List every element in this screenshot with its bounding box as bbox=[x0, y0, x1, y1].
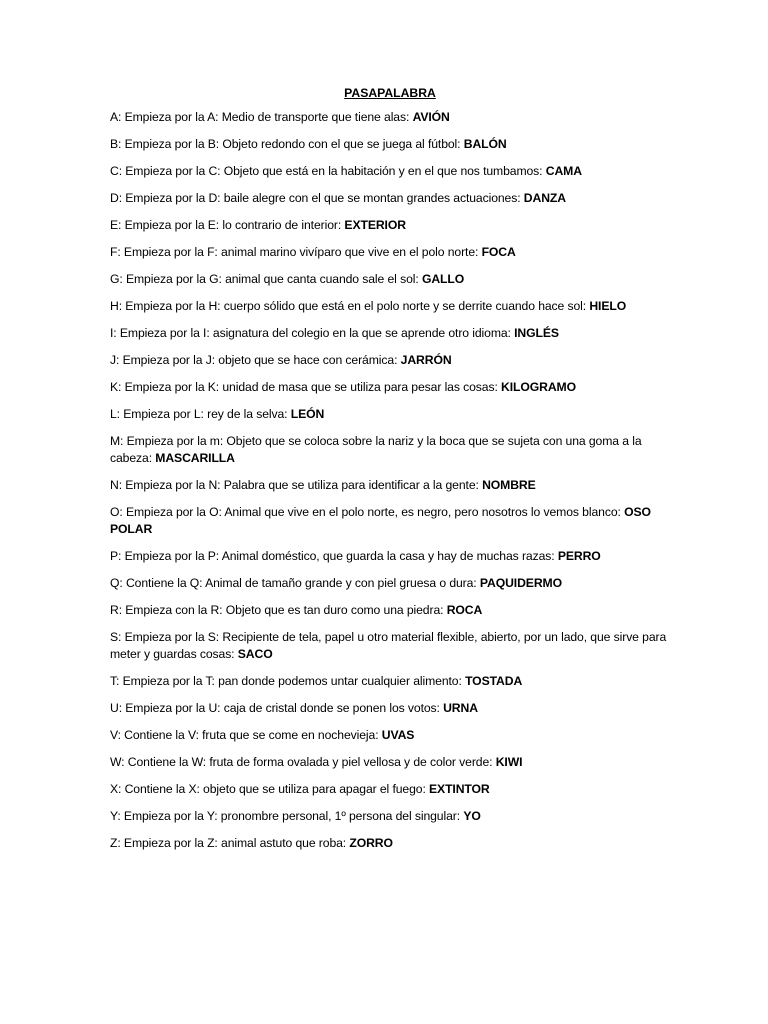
entry-p bbox=[110, 548, 670, 565]
entry-q bbox=[110, 575, 670, 592]
clue-text: Q: Contiene la Q: Animal de tamaño grande y con piel gruesa o dura: bbox=[110, 576, 480, 590]
clue-text: F: Empieza por la F: animal marino vivíparo que vive en el polo norte: bbox=[110, 245, 482, 259]
clue-text: I: Empieza por la I: asignatura del colegio en la que se aprende otro idioma: bbox=[110, 326, 515, 340]
clue-text: R: Empieza con la R: Objeto que es tan duro como una piedra: bbox=[110, 603, 447, 617]
clue-text: E: Empieza por la E: lo contrario de interior: bbox=[110, 218, 345, 232]
answer-text: HIELO bbox=[589, 299, 627, 313]
clue-text: A: Empieza por la A: Medio de transporte que tiene alas: bbox=[110, 110, 413, 124]
entry-u bbox=[110, 700, 670, 717]
answer-text: OSO POLAR bbox=[110, 505, 651, 536]
entry-a bbox=[110, 109, 670, 126]
entry-o bbox=[110, 504, 670, 538]
document-page bbox=[110, 86, 670, 862]
answer-text: JARRÓN bbox=[400, 353, 452, 367]
answer-text: DANZA bbox=[523, 191, 566, 205]
answer-text: AVIÓN bbox=[412, 110, 450, 124]
clue-text: N: Empieza por la N: Palabra que se utiliza para identificar a la gente: bbox=[110, 478, 483, 492]
clue-text: Y: Empieza por la Y: pronombre personal, 1º persona del singular: bbox=[110, 809, 464, 823]
clue-text: V: Contiene la V: fruta que se come en nochevieja: bbox=[110, 728, 382, 742]
answer-text: PAQUIDERMO bbox=[479, 576, 562, 590]
clue-text: J: Empieza por la J: objeto que se hace con cerámica: bbox=[110, 353, 401, 367]
clue-text: G: Empieza por la G: animal que canta cuando sale el sol: bbox=[110, 272, 422, 286]
entry-g bbox=[110, 271, 670, 288]
clue-text: H: Empieza por la H: cuerpo sólido que está en el polo norte y se derrite cuando hace sol: bbox=[110, 299, 590, 313]
clue-text: B: Empieza por la B: Objeto redondo con el que se juega al fútbol: bbox=[110, 137, 464, 151]
answer-text: PERRO bbox=[557, 549, 601, 563]
entry-c bbox=[110, 163, 670, 180]
answer-text: CAMA bbox=[545, 164, 582, 178]
entry-j bbox=[110, 352, 670, 369]
answer-text: GALLO bbox=[421, 272, 465, 286]
clue-text: D: Empieza por la D: baile alegre con el que se montan grandes actuaciones: bbox=[110, 191, 524, 205]
clue-text: P: Empieza por la P: Animal doméstico, que guarda la casa y hay de muchas razas: bbox=[110, 549, 558, 563]
clue-text: S: Empieza por la S: Recipiente de tela, papel u otro material flexible, abierto, por un lado, que sirve para meter y guardas cosas: bbox=[110, 630, 667, 661]
clue-text: X: Contiene la X: objeto que se utiliza para apagar el fuego: bbox=[110, 782, 430, 796]
answer-text: ROCA bbox=[446, 603, 483, 617]
entry-t bbox=[110, 673, 670, 690]
answer-text: TOSTADA bbox=[465, 674, 523, 688]
clue-text: K: Empieza por la K: unidad de masa que se utiliza para pesar las cosas: bbox=[110, 380, 502, 394]
clue-text: O: Empieza por la O: Animal que vive en el polo norte, es negro, pero nosotros lo vemos blanco: bbox=[110, 505, 625, 519]
answer-text: ZORRO bbox=[349, 836, 393, 850]
clue-text: L: Empieza por L: rey de la selva: bbox=[110, 407, 291, 421]
entry-m bbox=[110, 433, 670, 467]
clue-text: Z: Empieza por la Z: animal astuto que roba: bbox=[110, 836, 350, 850]
entry-s bbox=[110, 629, 670, 663]
answer-text: LEÓN bbox=[290, 407, 325, 421]
entry-y bbox=[110, 808, 670, 825]
entry-i bbox=[110, 325, 670, 342]
clue-text: W: Contiene la W: fruta de forma ovalada y piel vellosa y de color verde: bbox=[110, 755, 496, 769]
answer-text: YO bbox=[463, 809, 481, 823]
clue-text: M: Empieza por la m: Objeto que se coloca sobre la nariz y la boca que se sujeta con una goma a la cabeza: bbox=[110, 434, 642, 465]
entry-h bbox=[110, 298, 670, 315]
answer-text: NOMBRE bbox=[482, 478, 536, 492]
clue-text: C: Empieza por la C: Objeto que está en la habitación y en el que nos tumbamos: bbox=[110, 164, 546, 178]
entry-v bbox=[110, 727, 670, 744]
page-title: PASAPALABRA bbox=[344, 86, 436, 100]
entry-f bbox=[110, 244, 670, 261]
answer-text: INGLÉS bbox=[514, 326, 559, 340]
clue-text: U: Empieza por la U: caja de cristal donde se ponen los votos: bbox=[110, 701, 444, 715]
entry-r bbox=[110, 602, 670, 619]
entry-e bbox=[110, 217, 670, 234]
answer-text: KIWI bbox=[495, 755, 523, 769]
entry-z bbox=[110, 835, 670, 852]
entry-w bbox=[110, 754, 670, 771]
answer-text: BALÓN bbox=[463, 137, 507, 151]
clue-text: T: Empieza por la T: pan donde podemos untar cualquier alimento: bbox=[110, 674, 466, 688]
entry-d bbox=[110, 190, 670, 207]
answer-text: EXTERIOR bbox=[344, 218, 406, 232]
answer-text: KILOGRAMO bbox=[501, 380, 576, 394]
entry-l bbox=[110, 406, 670, 423]
answer-text: EXTINTOR bbox=[429, 782, 490, 796]
entry-k bbox=[110, 379, 670, 396]
answer-text: MASCARILLA bbox=[155, 451, 235, 465]
entry-b bbox=[110, 136, 670, 153]
answer-text: SACO bbox=[237, 647, 273, 661]
entry-n bbox=[110, 477, 670, 494]
answer-text: FOCA bbox=[481, 245, 516, 259]
answer-text: URNA bbox=[443, 701, 478, 715]
entry-x bbox=[110, 781, 670, 798]
answer-text: UVAS bbox=[381, 728, 415, 742]
